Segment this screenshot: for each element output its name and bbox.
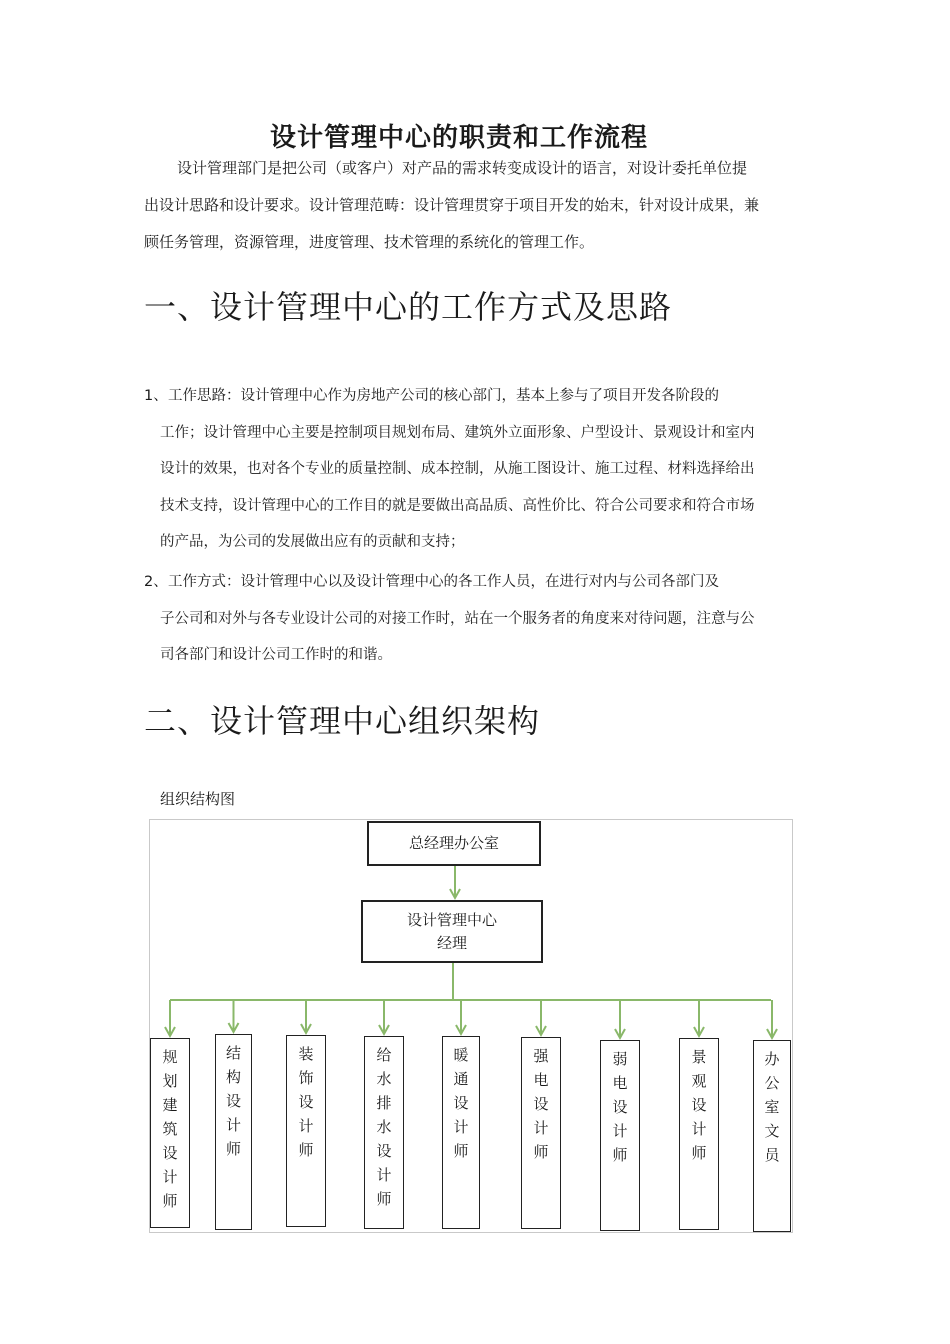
department-box: 景观设计师 <box>679 1038 719 1230</box>
list-item <box>144 378 760 561</box>
department-box: 装饰设计师 <box>286 1035 326 1227</box>
department-box: 暖通设计师 <box>442 1036 480 1229</box>
item-number: 1、 <box>144 388 168 404</box>
department-box: 结构设计师 <box>215 1034 252 1230</box>
org-chart-caption: 组织结构图 <box>160 790 236 808</box>
design-center-manager-label-line2: 经理 <box>436 933 467 952</box>
item-body-text: 子公司和对外与各专业设计公司的对接工作时，站在一个服务者的角度来对待问题，注意与公司各部门和设计公司工作时的和谐。 <box>160 610 755 663</box>
intro-paragraph: 设计管理部门是把公司（或客户）对产品的需求转变成设计的语言，对设计委托单位提出设计思路和设计要求。设计管理范畴：设计管理贯穿于项目开发的始末，针对设计成果，兼顾任务管理，资源管理，进度管理、技术管理的系统化的管理工作。 <box>144 159 760 251</box>
design-center-manager-label-line1: 设计管理中心 <box>406 910 497 929</box>
general-manager-office-label: 总经理办公室 <box>408 834 499 852</box>
department-box: 办公室文员 <box>753 1040 791 1232</box>
item-lead-text: 工作方式：设计管理中心以及设计管理中心的各工作人员，在进行对内与公司各部门及 <box>168 574 719 590</box>
item-lead-text: 工作思路：设计管理中心作为房地产公司的核心部门，基本上参与了项目开发各阶段的 <box>168 388 719 404</box>
section-1-heading: 一、设计管理中心的工作方式及思路 <box>144 288 673 326</box>
item-body-text: 工作；设计管理中心主要是控制项目规划布局、建筑外立面形象、户型设计、景观设计和室内设计的效果，也对各个专业的质量控制、成本控制，从施工图设计、施工过程、材料选择给出技术支持，设计管理中心的工作目的就是要做出高品质、高性价比、符合公司要求和符合市场的产品，为公司的发展做出应有的贡献和支持； <box>160 424 755 550</box>
item-number: 2、 <box>144 574 168 590</box>
department-box: 弱电设计师 <box>600 1040 640 1231</box>
department-box: 规划建筑设计师 <box>150 1038 190 1228</box>
department-box: 给水排水设计师 <box>364 1036 404 1229</box>
general-manager-office-box <box>367 821 541 866</box>
document-title: 设计管理中心的职责和工作流程 <box>269 123 648 154</box>
design-center-manager-box <box>361 900 543 963</box>
section-2-heading: 二、设计管理中心组织架构 <box>144 702 541 740</box>
department-box: 强电设计师 <box>521 1037 561 1229</box>
list-item <box>144 564 760 674</box>
